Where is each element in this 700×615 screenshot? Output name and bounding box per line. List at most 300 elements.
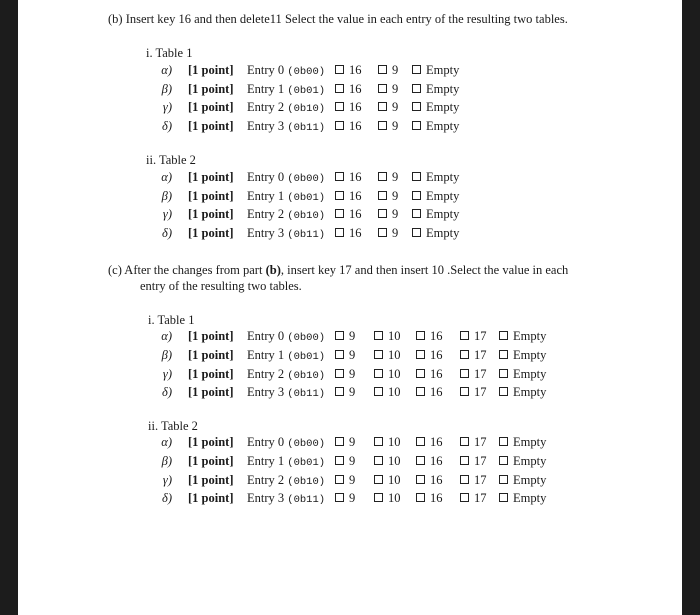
entry-label (247, 99, 325, 117)
entry-bits: (0b11) (287, 494, 326, 507)
entry-bits: (0b11) (287, 122, 326, 135)
entry-name: Entry 2 (247, 207, 288, 222)
entry-bits: (0b10) (287, 103, 326, 116)
option-text: 9 (349, 491, 356, 506)
part-b-intro-delete-key: 11 (269, 12, 282, 26)
option-text: 16 (430, 385, 443, 400)
entry-label (247, 490, 325, 508)
entry-label (247, 62, 325, 80)
checkbox[interactable] (335, 172, 344, 181)
option-text: 9 (392, 170, 399, 184)
answer-option[interactable] (378, 206, 398, 222)
option-text: 16 (349, 170, 362, 184)
answer-option[interactable] (416, 347, 443, 363)
entry-bits: (0b10) (287, 369, 326, 382)
option-text: Empty (426, 81, 460, 96)
checkbox[interactable] (499, 475, 508, 484)
answer-option[interactable] (335, 453, 355, 469)
answer-option[interactable] (460, 472, 487, 488)
option-text: 17 (474, 347, 487, 362)
option-text: 9 (392, 226, 399, 241)
option-text: 16 (349, 100, 362, 115)
answer-option[interactable] (460, 328, 487, 344)
option-text: 9 (349, 385, 356, 400)
checkbox[interactable] (460, 493, 469, 502)
checkbox[interactable] (378, 121, 387, 130)
option-text: 10 (388, 453, 401, 468)
option-text: 9 (349, 347, 356, 362)
checkbox[interactable] (374, 369, 383, 378)
checkbox[interactable] (499, 369, 508, 378)
answer-option[interactable] (378, 81, 398, 97)
answer-option[interactable] (499, 347, 546, 363)
entry-bits: (0b00) (287, 332, 326, 344)
answer-option[interactable] (335, 328, 355, 344)
option-text: 17 (474, 435, 487, 449)
checkbox[interactable] (460, 437, 469, 446)
answer-option[interactable] (499, 328, 546, 344)
table-row (18, 472, 682, 488)
option-text: 16 (349, 63, 362, 77)
question-label: γ) (162, 100, 172, 115)
entry-label (247, 384, 325, 402)
entry-name: Entry 1 (247, 188, 288, 203)
option-text: 10 (388, 472, 401, 487)
option-text: 17 (474, 453, 487, 468)
option-text: 17 (474, 329, 487, 343)
checkbox[interactable] (335, 387, 344, 396)
checkbox[interactable] (460, 475, 469, 484)
checkbox[interactable] (416, 331, 425, 340)
checkbox[interactable] (374, 331, 383, 340)
answer-option[interactable] (374, 328, 401, 344)
checkbox[interactable] (335, 191, 344, 200)
part-c-intro-rest: , insert key 17 and then insert 10 .Select the value in each (280, 263, 569, 277)
part-c-instructions-line2: entry of the resulting two tables. (140, 279, 302, 293)
answer-option[interactable] (374, 347, 401, 363)
answer-option[interactable] (378, 169, 398, 185)
checkbox[interactable] (335, 121, 344, 130)
entry-name: Entry 3 (247, 226, 288, 241)
entry-name: Entry 2 (247, 472, 288, 487)
checkbox[interactable] (378, 172, 387, 181)
points-label: [1 point] (188, 347, 234, 362)
option-text: 16 (430, 453, 443, 468)
entry-bits: (0b00) (287, 173, 326, 185)
checkbox[interactable] (335, 456, 344, 465)
answer-option[interactable] (374, 366, 401, 382)
answer-option[interactable] (378, 118, 398, 134)
checkbox[interactable] (378, 65, 387, 74)
answer-option[interactable] (335, 188, 362, 204)
answer-option[interactable] (499, 472, 546, 488)
option-text: Empty (426, 188, 460, 203)
table-title: i. Table 1 (148, 313, 195, 327)
checkbox[interactable] (412, 172, 421, 181)
answer-option[interactable] (378, 225, 398, 241)
entry-name: Entry 2 (247, 366, 288, 381)
entry-name: Entry 3 (247, 491, 288, 506)
answer-option[interactable] (335, 472, 355, 488)
answer-option[interactable] (412, 169, 459, 185)
table-row (18, 118, 682, 134)
option-text: 10 (388, 435, 401, 449)
part-c-instructions (108, 262, 568, 278)
answer-option[interactable] (378, 99, 398, 115)
option-text: Empty (426, 226, 460, 241)
answer-option[interactable] (335, 169, 362, 185)
question-label: β) (161, 188, 172, 203)
checkbox[interactable] (416, 350, 425, 359)
answer-option[interactable] (412, 225, 459, 241)
entry-name: Entry 1 (247, 453, 288, 468)
part-c-intro-part-ref: (b) (265, 263, 281, 277)
answer-option[interactable] (499, 366, 546, 382)
option-text: 17 (474, 491, 487, 506)
option-text: Empty (426, 63, 460, 77)
table-row (18, 81, 682, 97)
option-text: 10 (388, 385, 401, 400)
option-text: 10 (388, 329, 401, 343)
checkbox[interactable] (416, 456, 425, 465)
entry-bits: (0b01) (287, 191, 326, 204)
table-row (18, 366, 682, 382)
checkbox[interactable] (335, 228, 344, 237)
table-row (18, 206, 682, 222)
option-text: 9 (392, 63, 399, 77)
checkbox[interactable] (374, 387, 383, 396)
checkbox[interactable] (499, 437, 508, 446)
answer-option[interactable] (460, 384, 487, 400)
checkbox[interactable] (378, 209, 387, 218)
answer-option[interactable] (499, 434, 546, 450)
points-label: [1 point] (188, 472, 234, 487)
entry-label (247, 472, 325, 490)
answer-option[interactable] (412, 81, 459, 97)
option-text: 9 (349, 472, 356, 487)
checkbox[interactable] (416, 387, 425, 396)
table-row (18, 384, 682, 400)
entry-label (247, 169, 325, 187)
entry-bits: (0b01) (287, 456, 326, 469)
answer-option[interactable] (460, 453, 487, 469)
entry-bits: (0b00) (287, 438, 326, 450)
entry-bits: (0b11) (287, 229, 326, 242)
answer-option[interactable] (416, 472, 443, 488)
checkbox[interactable] (499, 493, 508, 502)
points-label: [1 point] (188, 491, 234, 506)
entry-label (247, 328, 325, 346)
answer-option[interactable] (335, 434, 355, 450)
table-title: ii. Table 2 (146, 153, 196, 167)
table-row (18, 62, 682, 78)
answer-option[interactable] (335, 99, 362, 115)
entry-label (247, 434, 325, 452)
checkbox[interactable] (412, 65, 421, 74)
option-text: Empty (513, 347, 547, 362)
checkbox[interactable] (499, 456, 508, 465)
question-label: β) (161, 347, 172, 362)
entry-bits: (0b11) (287, 388, 326, 401)
checkbox[interactable] (412, 209, 421, 218)
entry-label (247, 225, 325, 243)
checkbox[interactable] (460, 331, 469, 340)
table-title: ii. Table 2 (148, 419, 198, 433)
answer-option[interactable] (374, 472, 401, 488)
question-label: β) (161, 81, 172, 96)
checkbox[interactable] (378, 191, 387, 200)
answer-option[interactable] (460, 434, 487, 450)
table-row (18, 490, 682, 506)
option-text: 9 (349, 329, 356, 343)
question-label: δ) (162, 491, 172, 506)
checkbox[interactable] (374, 456, 383, 465)
question-label: α) (161, 329, 172, 343)
checkbox[interactable] (499, 331, 508, 340)
option-text: 9 (392, 207, 399, 222)
checkbox[interactable] (374, 350, 383, 359)
checkbox[interactable] (460, 369, 469, 378)
checkbox[interactable] (499, 350, 508, 359)
answer-option[interactable] (374, 490, 401, 506)
option-text: Empty (513, 435, 547, 449)
option-text: Empty (513, 385, 547, 400)
question-label: γ) (162, 472, 172, 487)
option-text: 9 (392, 81, 399, 96)
part-b-intro-prefix: (b) Insert key (108, 12, 176, 26)
answer-option[interactable] (460, 366, 487, 382)
answer-option[interactable] (416, 490, 443, 506)
option-text: 16 (349, 226, 362, 241)
points-label: [1 point] (188, 226, 234, 241)
answer-option[interactable] (460, 490, 487, 506)
points-label: [1 point] (188, 63, 234, 77)
checkbox[interactable] (335, 209, 344, 218)
checkbox[interactable] (335, 350, 344, 359)
checkbox[interactable] (374, 475, 383, 484)
checkbox[interactable] (374, 437, 383, 446)
option-text: Empty (513, 491, 547, 506)
option-text: Empty (513, 472, 547, 487)
option-text: Empty (426, 100, 460, 115)
table-title: i. Table 1 (146, 46, 193, 60)
option-text: Empty (426, 119, 460, 134)
points-label: [1 point] (188, 366, 234, 381)
answer-option[interactable] (499, 453, 546, 469)
answer-option[interactable] (460, 347, 487, 363)
points-label: [1 point] (188, 100, 234, 115)
entry-label (247, 366, 325, 384)
checkbox[interactable] (335, 475, 344, 484)
answer-option[interactable] (416, 384, 443, 400)
checkbox[interactable] (412, 102, 421, 111)
points-label: [1 point] (188, 81, 234, 96)
points-label: [1 point] (188, 435, 234, 449)
entry-name: Entry 3 (247, 385, 288, 400)
option-text: 16 (349, 119, 362, 134)
option-text: 16 (349, 188, 362, 203)
checkbox[interactable] (374, 493, 383, 502)
entry-bits: (0b01) (287, 350, 326, 363)
table-row (18, 434, 682, 450)
option-text: 10 (388, 366, 401, 381)
checkbox[interactable] (335, 369, 344, 378)
entry-name: Entry 1 (247, 81, 288, 96)
answer-option[interactable] (416, 453, 443, 469)
checkbox[interactable] (460, 387, 469, 396)
option-text: 16 (430, 329, 443, 343)
answer-option[interactable] (374, 453, 401, 469)
entry-label (247, 81, 325, 99)
option-text: 16 (430, 347, 443, 362)
answer-option[interactable] (374, 384, 401, 400)
answer-option[interactable] (335, 384, 355, 400)
answer-option[interactable] (416, 434, 443, 450)
entry-label (247, 118, 325, 136)
checkbox[interactable] (335, 331, 344, 340)
table-row (18, 169, 682, 185)
entry-name: Entry 0 (247, 170, 288, 184)
answer-option[interactable] (335, 347, 355, 363)
option-text: 17 (474, 385, 487, 400)
option-text: Empty (513, 329, 547, 343)
entry-label (247, 453, 325, 471)
option-text: Empty (513, 366, 547, 381)
checkbox[interactable] (460, 350, 469, 359)
entry-label (247, 188, 325, 206)
checkbox[interactable] (335, 102, 344, 111)
points-label: [1 point] (188, 329, 234, 343)
checkbox[interactable] (416, 493, 425, 502)
answer-option[interactable] (335, 118, 362, 134)
question-label: δ) (162, 385, 172, 400)
points-label: [1 point] (188, 453, 234, 468)
checkbox[interactable] (412, 228, 421, 237)
checkbox[interactable] (460, 456, 469, 465)
part-b-intro-rest: Select the value in each entry of the resulting two tables. (284, 12, 568, 26)
answer-option[interactable] (412, 206, 459, 222)
option-text: 9 (392, 100, 399, 115)
question-label: δ) (162, 226, 172, 241)
question-label: α) (161, 435, 172, 449)
answer-option[interactable] (412, 188, 459, 204)
answer-option[interactable] (499, 490, 546, 506)
option-text: 16 (430, 366, 443, 381)
entry-name: Entry 0 (247, 329, 288, 343)
table-row (18, 188, 682, 204)
entry-name: Entry 3 (247, 119, 288, 134)
question-label: γ) (162, 366, 172, 381)
entry-name: Entry 0 (247, 63, 288, 77)
option-text: 9 (392, 119, 399, 134)
checkbox[interactable] (416, 437, 425, 446)
answer-option[interactable] (416, 366, 443, 382)
points-label: [1 point] (188, 170, 234, 184)
checkbox[interactable] (335, 437, 344, 446)
table-row (18, 347, 682, 363)
checkbox[interactable] (416, 475, 425, 484)
checkbox[interactable] (335, 65, 344, 74)
part-b-instructions (108, 11, 568, 27)
question-label: γ) (162, 207, 172, 222)
answer-option[interactable] (499, 384, 546, 400)
option-text: 16 (349, 81, 362, 96)
answer-option[interactable] (335, 366, 355, 382)
entry-bits: (0b10) (287, 475, 326, 488)
entry-bits: (0b10) (287, 210, 326, 223)
answer-option[interactable] (378, 188, 398, 204)
answer-option[interactable] (378, 62, 398, 78)
points-label: [1 point] (188, 207, 234, 222)
checkbox[interactable] (378, 228, 387, 237)
option-text: Empty (513, 453, 547, 468)
option-text: Empty (426, 170, 460, 184)
option-text: 10 (388, 491, 401, 506)
question-label: δ) (162, 119, 172, 134)
answer-option[interactable] (335, 81, 362, 97)
table-row (18, 225, 682, 241)
points-label: [1 point] (188, 119, 234, 134)
table-row (18, 453, 682, 469)
table-row (18, 99, 682, 115)
part-c-intro-prefix: (c) After the changes from part (108, 263, 263, 277)
part-b-intro-key: 16 (178, 12, 191, 26)
answer-option[interactable] (416, 328, 443, 344)
checkbox[interactable] (412, 191, 421, 200)
option-text: 17 (474, 472, 487, 487)
checkbox[interactable] (378, 102, 387, 111)
option-text: 16 (349, 207, 362, 222)
part-b-intro-mid: and then delete (194, 12, 270, 26)
checkbox[interactable] (412, 84, 421, 93)
question-label: α) (161, 63, 172, 77)
option-text: 17 (474, 366, 487, 381)
answer-option[interactable] (335, 225, 362, 241)
option-text: 9 (349, 453, 356, 468)
checkbox[interactable] (378, 84, 387, 93)
answer-option[interactable] (412, 99, 459, 115)
answer-option[interactable] (335, 62, 362, 78)
answer-option[interactable] (412, 118, 459, 134)
entry-bits: (0b01) (287, 84, 326, 97)
option-text: 16 (430, 435, 443, 449)
checkbox[interactable] (499, 387, 508, 396)
option-text: Empty (426, 207, 460, 222)
option-text: 16 (430, 472, 443, 487)
entry-label (247, 347, 325, 365)
checkbox[interactable] (335, 84, 344, 93)
checkbox[interactable] (335, 493, 344, 502)
question-label: β) (161, 453, 172, 468)
answer-option[interactable] (412, 62, 459, 78)
points-label: [1 point] (188, 385, 234, 400)
option-text: 10 (388, 347, 401, 362)
entry-name: Entry 0 (247, 435, 288, 449)
option-text: 16 (430, 491, 443, 506)
answer-option[interactable] (335, 206, 362, 222)
checkbox[interactable] (416, 369, 425, 378)
answer-option[interactable] (335, 490, 355, 506)
question-label: α) (161, 170, 172, 184)
answer-option[interactable] (374, 434, 401, 450)
document-page (18, 0, 682, 615)
table-row (18, 328, 682, 344)
entry-name: Entry 2 (247, 100, 288, 115)
checkbox[interactable] (412, 121, 421, 130)
option-text: 9 (349, 435, 356, 449)
entry-name: Entry 1 (247, 347, 288, 362)
option-text: 9 (392, 188, 399, 203)
